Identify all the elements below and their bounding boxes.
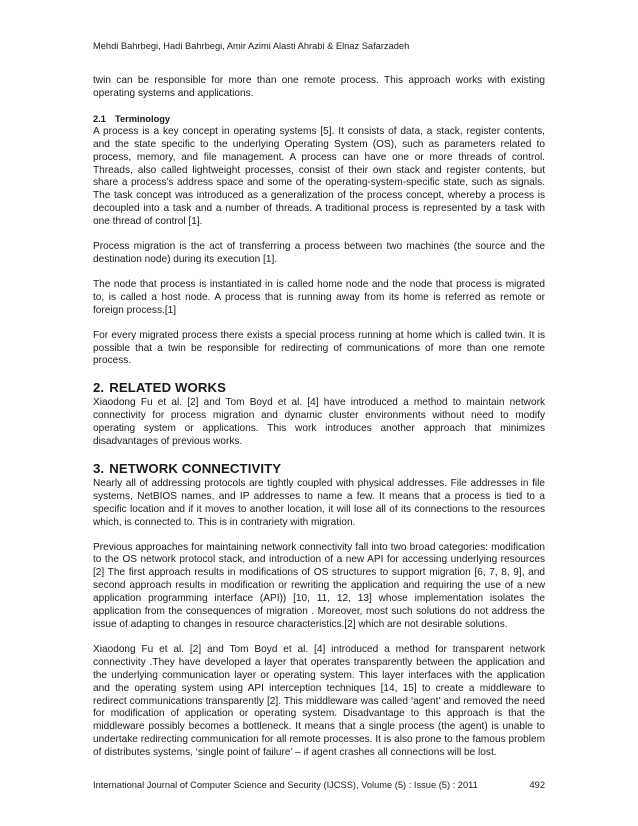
footer-page-number: 492 (529, 780, 545, 790)
terminology-paragraph: The node that process is instantiated in is called home node and the node that process is migrated to, is called a host node. A process that is running away from its home is referred as remote or foreign process.[1] (93, 278, 545, 316)
section-heading-network-connectivity (93, 461, 545, 477)
related-works-paragraph: Xiaodong Fu et al. [2] and Tom Boyd et al. [4] have introduced a method to maintain network connectivity for process migration and dynamic cluster environments without need to modify operating system or applications. This work introduces another approach that minimizes disadvantages of previous works. (93, 397, 545, 448)
subsection-title: Terminology (115, 113, 171, 124)
section-title: NETWORK CONNECTIVITY (109, 460, 282, 476)
network-connectivity-paragraph: Nearly all of addressing protocols are tightly coupled with physical addresses. File addresses in file systems, NetBIOS names, and IP addresses to name a few. It means that a process is tied to a specific location and if it moves to another location, it will lose all of its connections to the resources which, is connected to. This is in contrariety with migration. (93, 477, 545, 528)
subsection-number: 2.1 (93, 113, 106, 124)
section-heading-related-works (93, 380, 545, 396)
subsection-heading-terminology (93, 113, 545, 125)
terminology-paragraph: For every migrated process there exists a special process running at home which is called twin. It is possible that a twin be responsible for redirecting of communications of more than one remote process. (93, 329, 545, 367)
section-number: 3. (93, 460, 105, 476)
section-title: RELATED WORKS (109, 380, 227, 396)
network-connectivity-paragraph: Xiaodong Fu et al. [2] and Tom Boyd et al. [4] introduced a method for transparent network connectivity .They have developed a layer that operates transparently between the application and the underlying communication layer or operating system. This layer interfaces with the application and the operating system using API interception techniques [14, 15] to create a middleware to redirect communications transparently [2]. This middleware was called ‘agent’ and removed the need for modification of application or operating system. Disadvantage to this approach is that the middleware possibly becomes a bottleneck. It means that a single process (the agent) is unable to undertake redirecting communication for all remote processes. It is also prone to the famous problem of distributes systems, ‘single point of failure’ – if agent crashes all connections will be lost. (93, 643, 545, 759)
section-number: 2. (93, 380, 105, 396)
running-head-authors: Mehdi Bahrbegi, Hadi Bahrbegi, Amir Azimi Alasti Ahrabi & Elnaz Safarzadeh (93, 41, 410, 51)
page-content (93, 75, 545, 772)
terminology-paragraph: Process migration is the act of transferring a process between two machines (the source and the destination node) during its execution [1]. (93, 241, 545, 265)
paper-page (93, 0, 545, 826)
terminology-paragraph: A process is a key concept in operating systems [5]. It consists of data, a stack, register contents, and the state specific to the underlying Operating System (OS), such as parameters related to process, memory, and file management. A process can have one or more threads of control. Threads, also called lightweight processes, consist of their own stack and register contents, but share a process’s address space and some of the operating-system-specific state, such as signals. The task concept was introduced as a generalization of the process concept, whereby a process is decoupled into a task and a number of threads. A traditional process is represented by a task with one thread of control [1]. (93, 125, 545, 228)
footer-journal-citation: International Journal of Computer Science and Security (IJCSS), Volume (5) : Issue (5) : 2011 (93, 780, 478, 790)
network-connectivity-paragraph: Previous approaches for maintaining network connectivity fall into two broad categories: modification to the OS network protocol stack, and introduction of a new API for accessing underlying resources [2] The first approach results in modifications of OS structures to support migration [6, 7, 8, 9], and second approach results in modification or rewriting the application and requiring the use of a new application programming interface (API)) [10, 11, 12, 13] whose implementation isolates the application from the consequences of migration . Moreover, most such solutions do not address the issue of adapting to changes in resource characteristics.[2] which are not desirable solutions. (93, 541, 545, 630)
intro-paragraph: twin can be responsible for more than one remote process. This approach works with existing operating systems and applications. (93, 75, 545, 99)
